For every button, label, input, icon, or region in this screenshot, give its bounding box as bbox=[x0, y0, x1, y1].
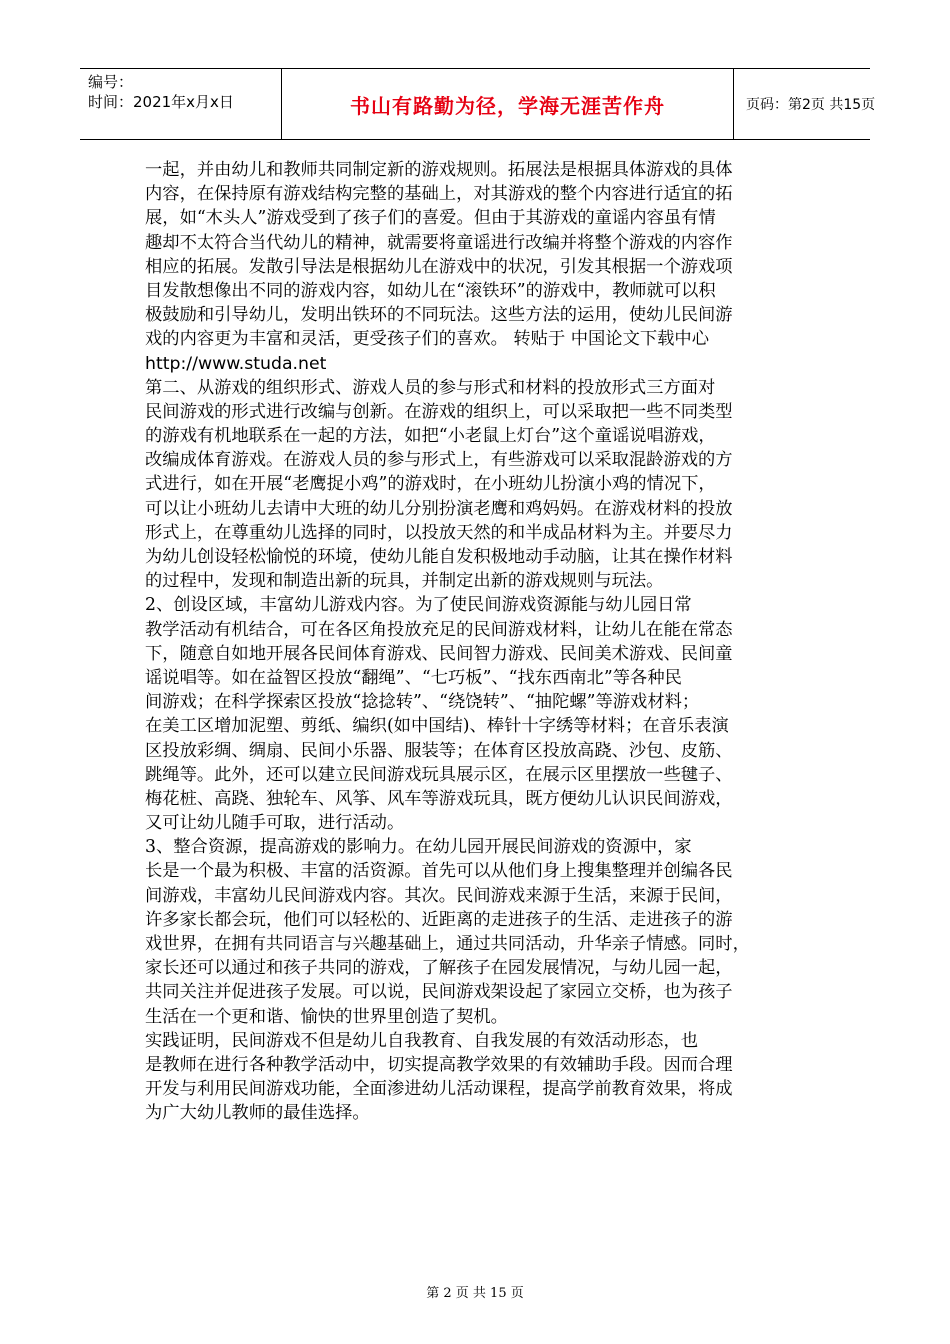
document-number-label: 编号： bbox=[88, 73, 134, 91]
body-line: 许多家长都会玩，他们可以轻松的、近距离的走进孩子的生活、走进孩子的游 bbox=[145, 909, 733, 930]
body-line: 极鼓励和引导幼儿，发明出铁环的不同玩法。这些方法的运用，使幼儿民间游 bbox=[145, 305, 733, 326]
body-line: 为广大幼儿教师的最佳选择。 bbox=[145, 1103, 370, 1124]
body-line: 的游戏有机地联系在一起的方法，如把“小老鼠上灯台”这个童谣说唱游戏， bbox=[145, 426, 716, 447]
body-line: 趣却不太符合当代幼儿的精神，就需要将童谣进行改编并将整个游戏的内容作 bbox=[145, 232, 733, 253]
body-line: 在美工区增加泥塑、剪纸、编织(如中国结)、棒针十字绣等材料；在音乐表演 bbox=[145, 716, 729, 737]
document-body bbox=[145, 158, 805, 1126]
body-line: 间游戏；在科学探索区投放“捻捻转”、“绕饶转”、“抽陀螺”等游戏材料； bbox=[145, 692, 700, 713]
body-line: 谣说唱等。如在益智区投放“翻绳”、“七巧板”、“找东西南北”等各种民 bbox=[145, 667, 682, 688]
page-footer: 第 2 页 共 15 页 bbox=[426, 1286, 524, 1301]
header-page-cell bbox=[734, 69, 876, 139]
body-line: 是教师在进行各种教学活动中，切实提高教学效果的有效辅助手段。因而合理 bbox=[145, 1054, 733, 1075]
body-line: 长是一个最为积极、丰富的活资源。首先可以从他们身上搜集整理并创编各民 bbox=[145, 861, 733, 882]
body-line: 可以让小班幼儿去请中大班的幼儿分别扮演老鹰和鸡妈妈。在游戏材料的投放 bbox=[145, 498, 733, 519]
body-line: 下，随意自如地开展各民间体育游戏、民间智力游戏、民间美术游戏、民间童 bbox=[145, 643, 733, 664]
body-line: 为幼儿创设轻松愉悦的环境，使幼儿能自发积极地动手动脑，让其在操作材料 bbox=[145, 547, 733, 567]
body-line: 式进行，如在开展“老鹰捉小鸡”的游戏时，在小班幼儿扮演小鸡的情况下， bbox=[145, 474, 716, 495]
header-motto-cell bbox=[282, 69, 734, 139]
body-line: 生活在一个更和谐、愉快的世界里创造了契机。 bbox=[145, 1006, 508, 1027]
body-line: 又可让幼儿随手可取，进行活动。 bbox=[145, 813, 405, 834]
body-line: 形式上，在尊重幼儿选择的同时，以投放天然的和半成品材料为主。并要尽力 bbox=[145, 522, 733, 543]
body-line: 开发与利用民间游戏功能，全面渗进幼儿活动课程，提高学前教育效果，将成 bbox=[145, 1079, 733, 1100]
body-line: 第二、从游戏的组织形式、游戏人员的参与形式和材料的投放形式三方面对 bbox=[145, 377, 716, 398]
body-line: 目发散想像出不同的游戏内容，如幼儿在“滚铁环”的游戏中，教师就可以积 bbox=[145, 280, 716, 301]
body-line: 间游戏，丰富幼儿民间游戏内容。其次。民间游戏来源于生活，来源于民间， bbox=[145, 885, 733, 906]
body-line: 梅花桩、高跷、独轮车、风筝、风车等游戏玩具，既方便幼儿认识民间游戏， bbox=[145, 788, 733, 809]
body-line: 2、创设区域，丰富幼儿游戏内容。为了使民间游戏资源能与幼儿园日常 bbox=[145, 595, 692, 616]
body-line: 跳绳等。此外，还可以建立民间游戏玩具展示区，在展示区里摆放一些毽子、 bbox=[145, 764, 733, 785]
body-line: 相应的拓展。发散引导法是根据幼儿在游戏中的状况，引发其根据一个游戏项 bbox=[145, 256, 733, 277]
header-page-code: 页码：第2页 共15页 bbox=[746, 97, 876, 113]
document-date-label: 时间：2021年x月x日 bbox=[88, 93, 234, 111]
body-line: 的过程中，发现和制造出新的玩具，并制定出新的游戏规则与玩法。 bbox=[145, 571, 664, 592]
body-line: 一起，并由幼儿和教师共同制定新的游戏规则。拓展法是根据具体游戏的具体 bbox=[145, 160, 733, 180]
body-line: 改编成体育游戏。在游戏人员的参与形式上，有些游戏可以采取混龄游戏的方 bbox=[145, 450, 733, 471]
body-line: 内容，在保持原有游戏结构完整的基础上，对其游戏的整个内容进行适宜的拓 bbox=[145, 184, 733, 205]
header-motto: 书山有路勤为径，学海无涯苦作舟 bbox=[350, 93, 665, 118]
source-url-link[interactable]: http://www.studa.net bbox=[145, 353, 327, 374]
body-line: 戏的内容更为丰富和灵活，更受孩子们的喜欢。 转贴于 中国论文下载中心 bbox=[145, 329, 709, 350]
body-line: 3、整合资源，提高游戏的影响力。在幼儿园开展民间游戏的资源中，家 bbox=[145, 837, 692, 858]
body-line: 家长还可以通过和孩子共同的游戏，了解孩子在园发展情况，与幼儿园一起， bbox=[145, 958, 733, 979]
document-header bbox=[80, 68, 876, 140]
body-line: 教学活动有机结合，可在各区角投放充足的民间游戏材料，让幼儿在能在常态 bbox=[145, 619, 733, 640]
body-line: 民间游戏的形式进行改编与创新。在游戏的组织上，可以采取把一些不同类型 bbox=[145, 401, 733, 422]
body-line: 实践证明，民间游戏不但是幼儿自我教育、自我发展的有效活动形态，也 bbox=[145, 1030, 699, 1051]
header-info-cell bbox=[80, 69, 282, 139]
body-line: 共同关注并促进孩子发展。可以说，民间游戏架设起了家园立交桥，也为孩子 bbox=[145, 982, 733, 1003]
body-line: 区投放彩绸、绸扇、民间小乐器、服装等；在体育区投放高跷、沙包、皮筋、 bbox=[145, 740, 733, 761]
body-line: 展，如“木头人”游戏受到了孩子们的喜爱。但由于其游戏的童谣内容虽有情 bbox=[145, 208, 716, 229]
body-line: 戏世界，在拥有共同语言与兴趣基础上，通过共同活动，升华亲子情感。同时， bbox=[145, 934, 750, 954]
